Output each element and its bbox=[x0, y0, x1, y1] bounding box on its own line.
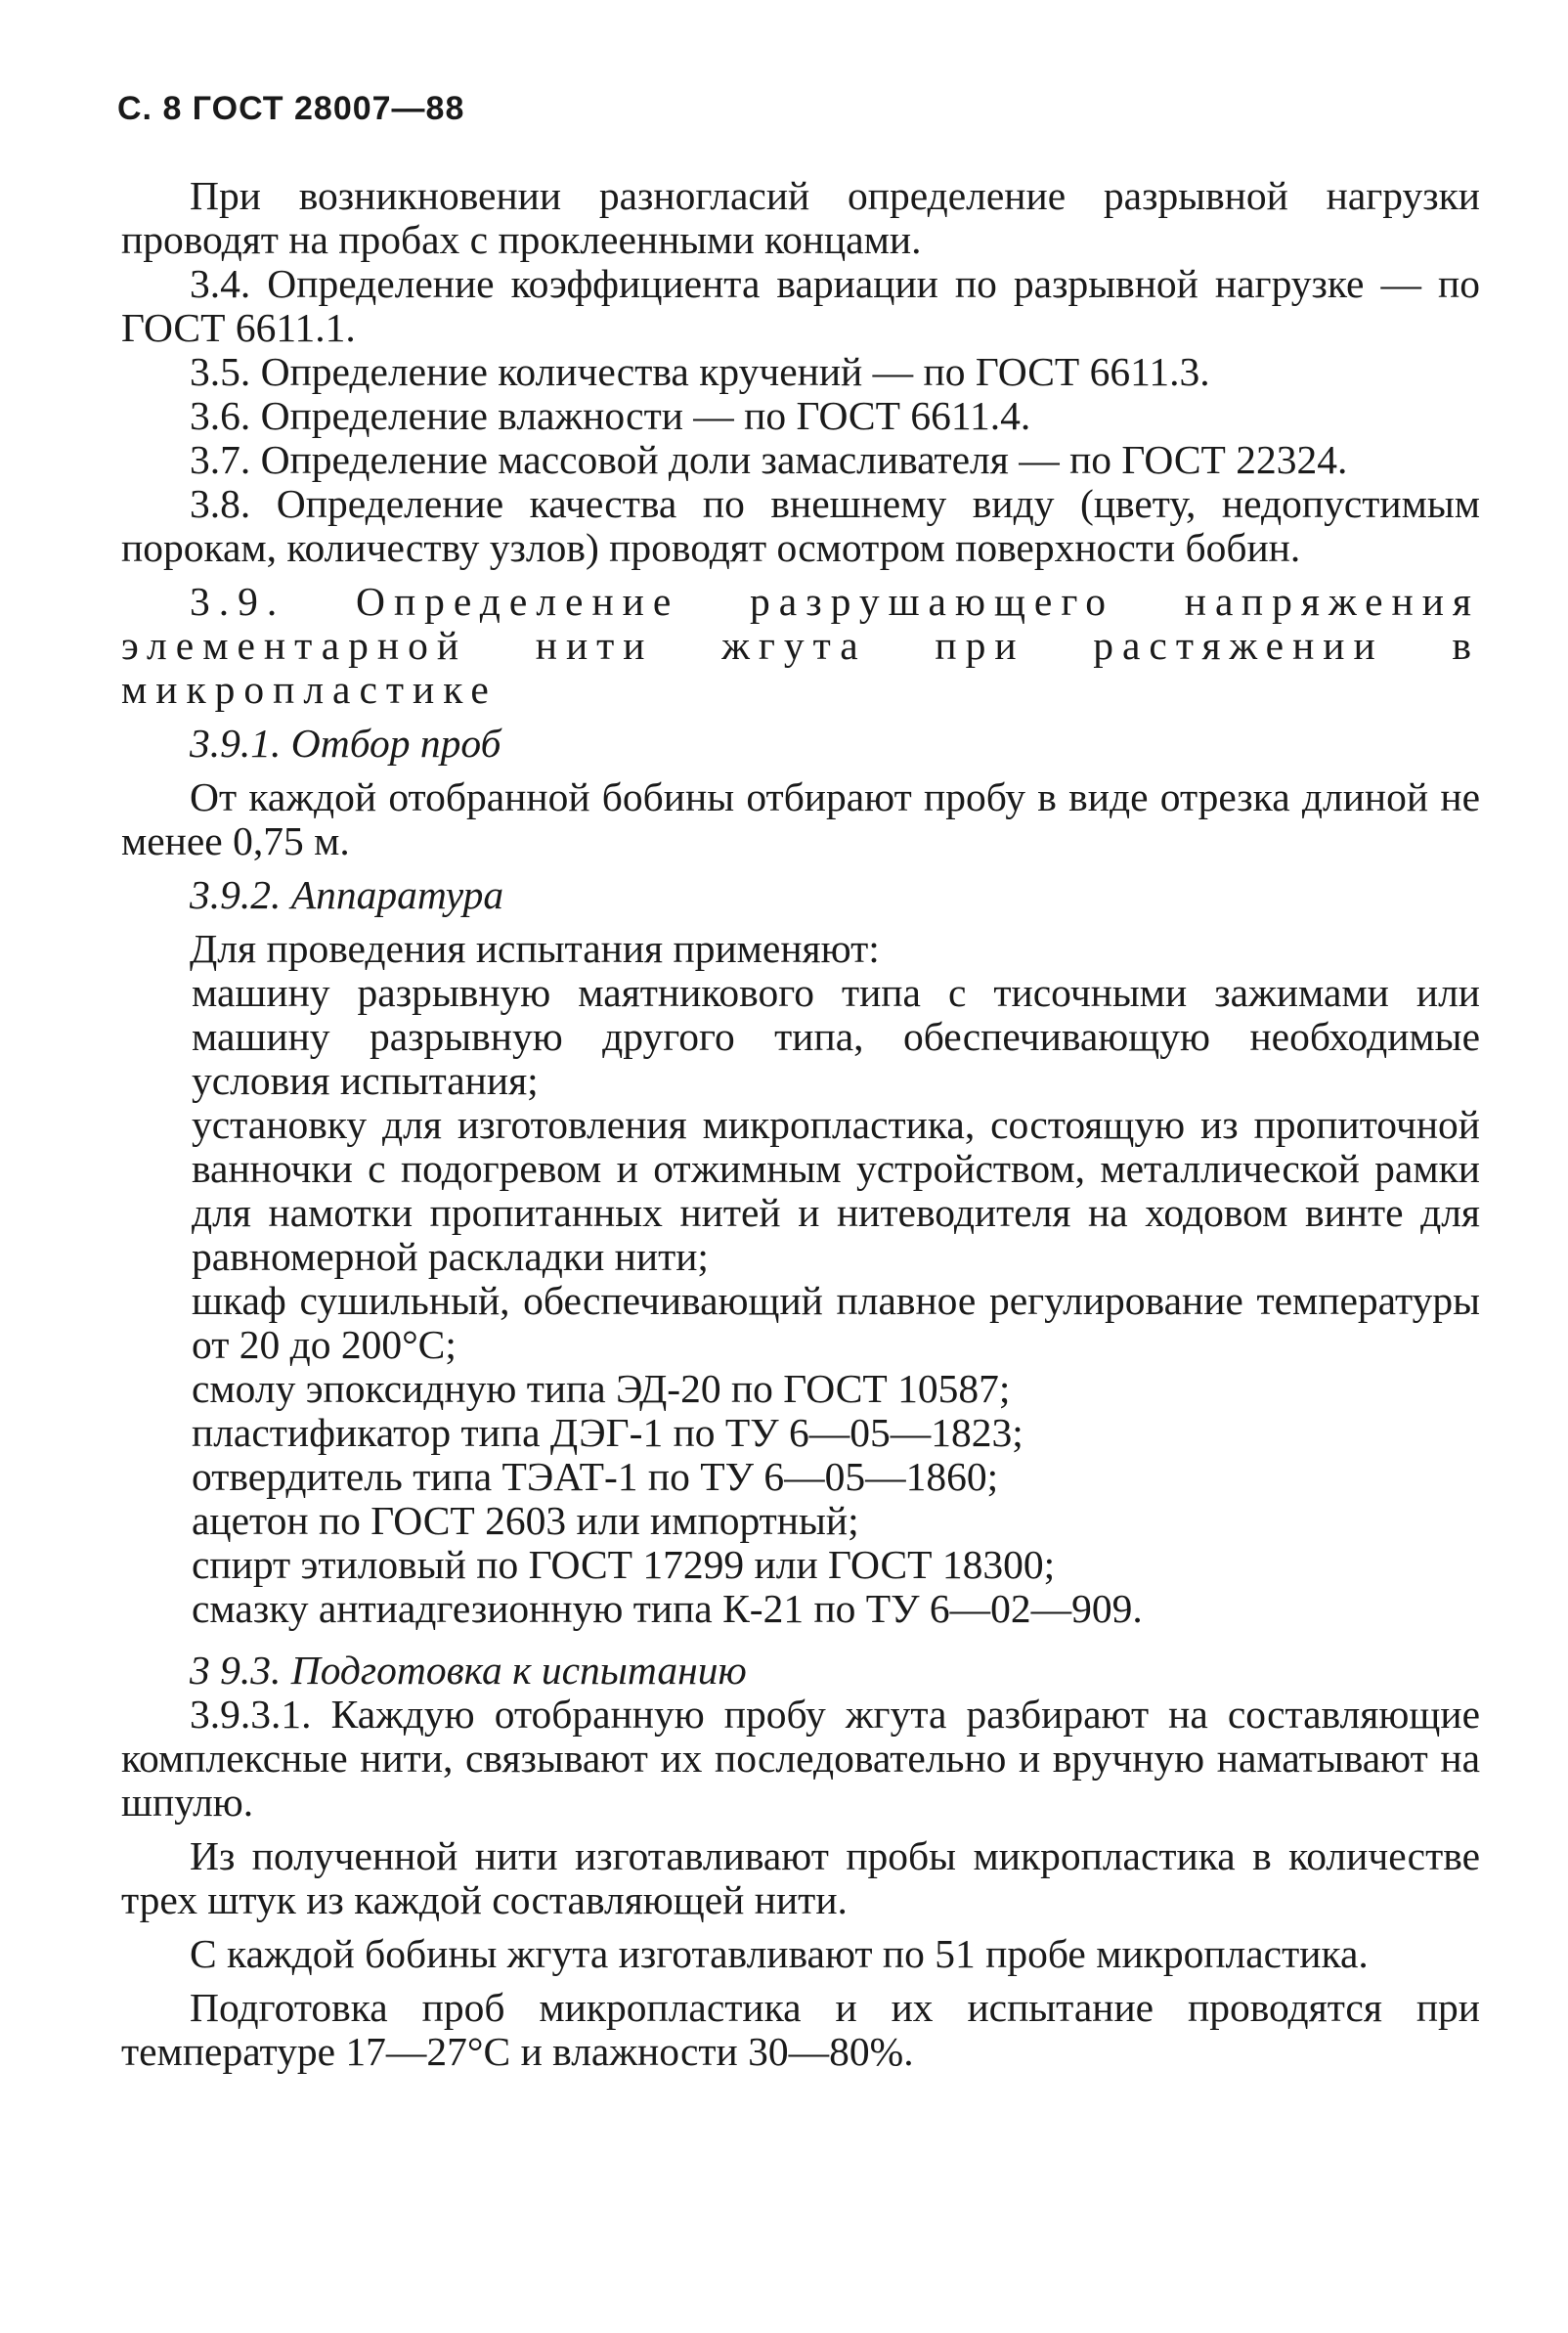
document-body bbox=[121, 174, 1480, 2074]
paragraph-disagreement: При возникновении разногласий определение разрывной нагрузки проводят на пробах с проклеенными концами. bbox=[121, 173, 1480, 262]
equipment-item: смолу эпоксидную типа ЭД-20 по ГОСТ 10587; bbox=[192, 1366, 1011, 1411]
paragraph-3-6: 3.6. Определение влажности — по ГОСТ 6611.4. bbox=[190, 393, 1031, 438]
paragraph-3-8: 3.8. Определение качества по внешнему виду (цвету, недопустимым порокам, количеству узлов) проводят осмотром поверхности бобин. bbox=[121, 481, 1480, 570]
paragraph-sampling: От каждой отобранной бобины отбирают пробу в виде отрезка длиной не менее 0,75 м. bbox=[121, 774, 1480, 863]
equipment-item: отвердитель типа ТЭАТ-1 по ТУ 6—05—1860; bbox=[192, 1454, 999, 1499]
paragraph-conditions: Подготовка проб микропластика и их испытание проводятся при температуре 17—27°С и влажности 30—80%. bbox=[121, 1985, 1480, 2074]
equipment-item: машину разрывную маятникового типа с тисочными зажимами или машину разрывную другого типа, обеспечивающую необходимые условия испытания; bbox=[192, 970, 1480, 1103]
paragraph-3-9-3-1: 3.9.3.1. Каждую отобранную пробу жгута разбирают на составляющие комплексные нити, связывают их последовательно и вручную наматывают на шпулю. bbox=[121, 1692, 1480, 1825]
equipment-list bbox=[121, 971, 1480, 1631]
equipment-item: установку для изготовления микропластика, состоящую из пропиточной ванночки с подогревом и отжимным устройством, металлической рамки для намотки пропитанных нитей и нитеводителя на ходовом винте для равномерной раскладки нити; bbox=[192, 1102, 1480, 1279]
section-heading-3-9: 3.9. Определение разрушающего напряжения элементарной нити жгута при растяжении в микропластике bbox=[121, 579, 1480, 712]
subheading-3-9-1: 3.9.1. Отбор проб bbox=[190, 721, 501, 766]
paragraph-3-4: 3.4. Определение коэффициента вариации по разрывной нагрузке — по ГОСТ 6611.1. bbox=[121, 261, 1480, 350]
subheading-3-9-2: 3.9.2. Аппаратура bbox=[190, 872, 504, 917]
paragraph-3-7: 3.7. Определение массовой доли замасливателя — по ГОСТ 22324. bbox=[190, 437, 1348, 482]
equipment-item: пластификатор типа ДЭГ-1 по ТУ 6—05—1823; bbox=[192, 1410, 1024, 1455]
paragraph-3-5: 3.5. Определение количества кручений — по ГОСТ 6611.3. bbox=[190, 349, 1210, 394]
subheading-3-9-3: 3 9.3. Подготовка к испытанию bbox=[190, 1648, 747, 1693]
paragraph-equipment-intro: Для проведения испытания применяют: bbox=[190, 926, 880, 971]
paragraph-microplastic-samples: Из полученной нити изготавливают пробы микропластика в количестве трех штук из каждой составляющей нити. bbox=[121, 1833, 1480, 1922]
equipment-item: ацетон по ГОСТ 2603 или импортный; bbox=[192, 1498, 859, 1543]
equipment-item: шкаф сушильный, обеспечивающий плавное регулирование температуры от 20 до 200°С; bbox=[192, 1278, 1480, 1367]
equipment-item: спирт этиловый по ГОСТ 17299 или ГОСТ 18300; bbox=[192, 1542, 1056, 1587]
paragraph-51-samples: С каждой бобины жгута изготавливают по 51 пробе микропластика. bbox=[190, 1931, 1369, 1976]
page-header: С. 8 ГОСТ 28007—88 bbox=[117, 90, 465, 127]
equipment-item: смазку антиадгезионную типа К-21 по ТУ 6—02—909. bbox=[192, 1586, 1143, 1631]
